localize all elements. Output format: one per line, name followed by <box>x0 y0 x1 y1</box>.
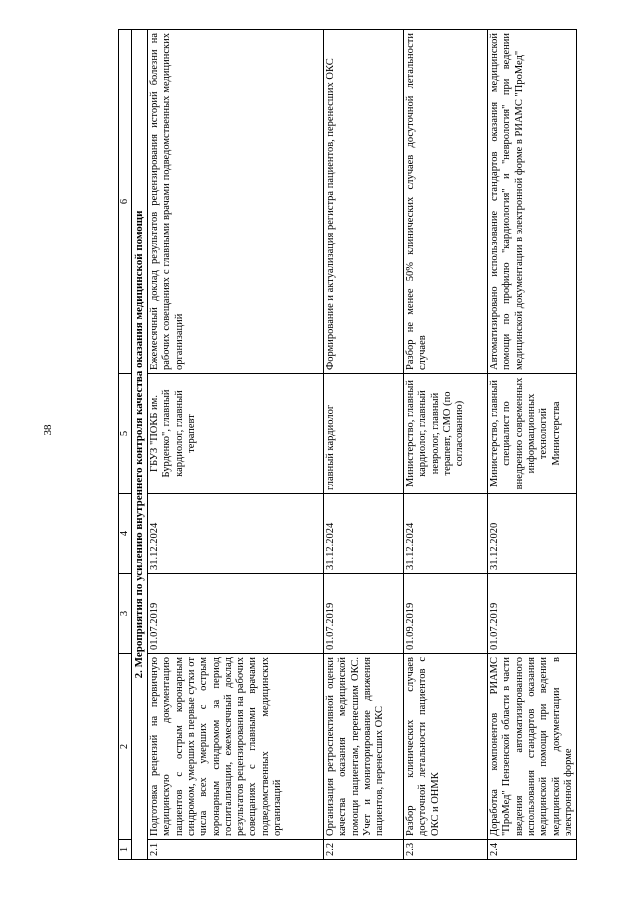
end-date-cell: 31.12.2024 <box>148 494 324 574</box>
result-cell: Автоматизировано использование стандартов оказания медицинской помощи по профилю "кардиология" и "неврология" при ведении медицинской документации в электронной форме в РИАМС "ПроМед" <box>488 30 577 374</box>
responsible-cell: Министерство, главный кардиолог, главный невролог, главный терапевт, СМО (по согласованию) <box>404 374 488 494</box>
header-row <box>119 30 132 860</box>
measure-cell: Подготовка рецензий на первичную медицинскую документацию пациентов с острым коронарным синдромом, умерших в первые сутки от числа всех умерших с острым коронарным синдромом за период госпитализации, ежемесячный доклад результатов рецензирования на рабочих совещаниях с главными врачами подведомственных медицинских организаций <box>148 654 324 840</box>
table-row <box>404 30 488 860</box>
table-row <box>324 30 404 860</box>
end-date-cell: 31.12.2024 <box>404 494 488 574</box>
result-cell: Разбор не менее 50% клинических случаев досуточной летальности случаев <box>404 30 488 374</box>
table-row <box>488 30 577 860</box>
start-date-cell: 01.09.2019 <box>404 574 488 654</box>
measure-cell: Организация ретроспективной оценки качества оказания медицинской помощи пациентам, перенесшим ОКС. Учет и мониторирование движения пациентов, перенесших ОКС <box>324 654 404 840</box>
section-title: 2. Мероприятия по усилению внутреннего контроля качества оказания медицинской помощи <box>132 30 148 860</box>
section-row <box>132 30 148 860</box>
start-date-cell: 01.07.2019 <box>148 574 324 654</box>
column-header-2: 2 <box>119 654 132 840</box>
column-header-4: 4 <box>119 494 132 574</box>
rotated-page-content <box>118 30 574 860</box>
row-number: 2.1 <box>148 840 324 860</box>
end-date-cell: 31.12.2024 <box>324 494 404 574</box>
column-header-5: 5 <box>119 374 132 494</box>
column-header-6: 6 <box>119 30 132 374</box>
measure-cell: Разбор клинических случаев досуточной летальности пациентов с ОКС и ОНМК <box>404 654 488 840</box>
measure-cell: Доработка компонентов РИАМС "ПроМед" Пензенской области в части введения автоматизированного использования стандартов оказания медицинской помощи при ведении медицинской документации в электронной форме <box>488 654 577 840</box>
page-number: 38 <box>42 424 54 436</box>
start-date-cell: 01.07.2019 <box>488 574 577 654</box>
row-number: 2.2 <box>324 840 404 860</box>
table-row <box>148 30 324 860</box>
responsible-cell: главный кардиолог <box>324 374 404 494</box>
measures-table <box>118 29 577 860</box>
responsible-cell: Министерство, главный специалист по внедрению современных информационных технологий Министерства <box>488 374 577 494</box>
column-header-1: 1 <box>119 840 132 860</box>
result-cell: Формирование и актуализация регистра пациентов, перенесших ОКС <box>324 30 404 374</box>
column-header-3: 3 <box>119 574 132 654</box>
row-number: 2.3 <box>404 840 488 860</box>
result-cell: Ежемесячный доклад результатов рецензирования историй болезни на рабочих совещаниях с главными врачами подведомственных медицинских организаций <box>148 30 324 374</box>
start-date-cell: 01.07.2019 <box>324 574 404 654</box>
row-number: 2.4 <box>488 840 577 860</box>
responsible-cell: ГБУЗ "ПОКБ им. Бурденко", главный кардиолог, главный терапевт <box>148 374 324 494</box>
end-date-cell: 31.12.2020 <box>488 494 577 574</box>
